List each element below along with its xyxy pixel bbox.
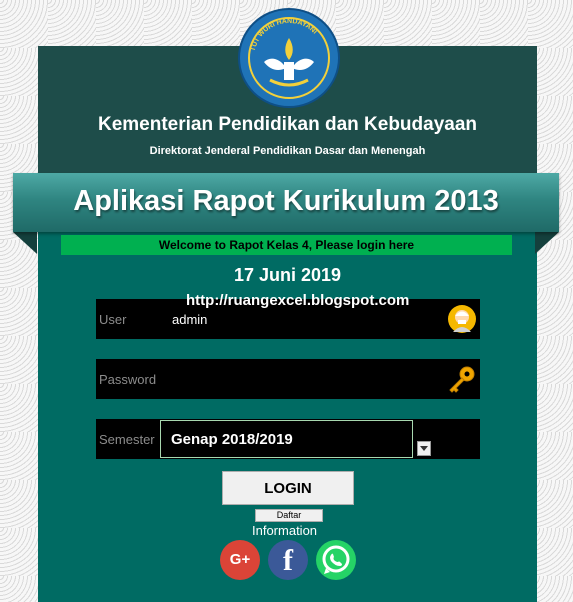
daftar-button[interactable]: Daftar <box>255 509 323 522</box>
google-plus-icon: G+ <box>229 551 251 568</box>
welcome-bar <box>61 235 512 255</box>
banner-fold-left <box>13 232 37 254</box>
key-icon <box>446 365 476 395</box>
user-input[interactable]: admin <box>172 312 208 327</box>
ministry-name: Kementerian Pendidikan dan Kebudayaan <box>97 114 478 135</box>
login-button[interactable]: LOGIN <box>222 471 354 505</box>
semester-label: Semester <box>99 432 155 447</box>
information-label: Information <box>252 523 318 538</box>
semester-field <box>96 419 480 459</box>
tut-wuri-handayani-logo <box>238 8 340 108</box>
password-field[interactable] <box>96 359 480 399</box>
current-date: 17 Juni 2019 <box>233 265 342 285</box>
google-plus-button[interactable] <box>220 540 260 580</box>
user-avatar-icon <box>447 304 477 334</box>
facebook-button[interactable] <box>268 540 308 580</box>
chevron-down-icon <box>420 446 428 451</box>
directorate-name: Direktorat Jenderal Pendidikan Dasar dan Menengah <box>149 145 426 157</box>
password-label: Password <box>99 372 157 387</box>
banner-fold-right <box>535 232 559 254</box>
whatsapp-icon <box>316 540 356 580</box>
semester-value: Genap 2018/2019 <box>171 431 293 448</box>
blog-url[interactable]: http://ruangexcel.blogspot.com <box>186 292 410 309</box>
semester-select[interactable] <box>160 420 413 458</box>
logo-text: TUT WURI HANDAYANI <box>249 17 319 52</box>
app-title: Aplikasi Rapot Kurikulum 2013 <box>73 185 499 217</box>
title-banner <box>13 173 559 232</box>
logo-emblem-icon <box>240 10 338 106</box>
welcome-message: Welcome to Rapot Kelas 4, Please login here <box>158 238 415 252</box>
whatsapp-button[interactable] <box>316 540 356 580</box>
semester-dropdown-button[interactable] <box>417 441 431 456</box>
facebook-icon: f <box>283 544 293 577</box>
user-label: User <box>99 312 127 327</box>
